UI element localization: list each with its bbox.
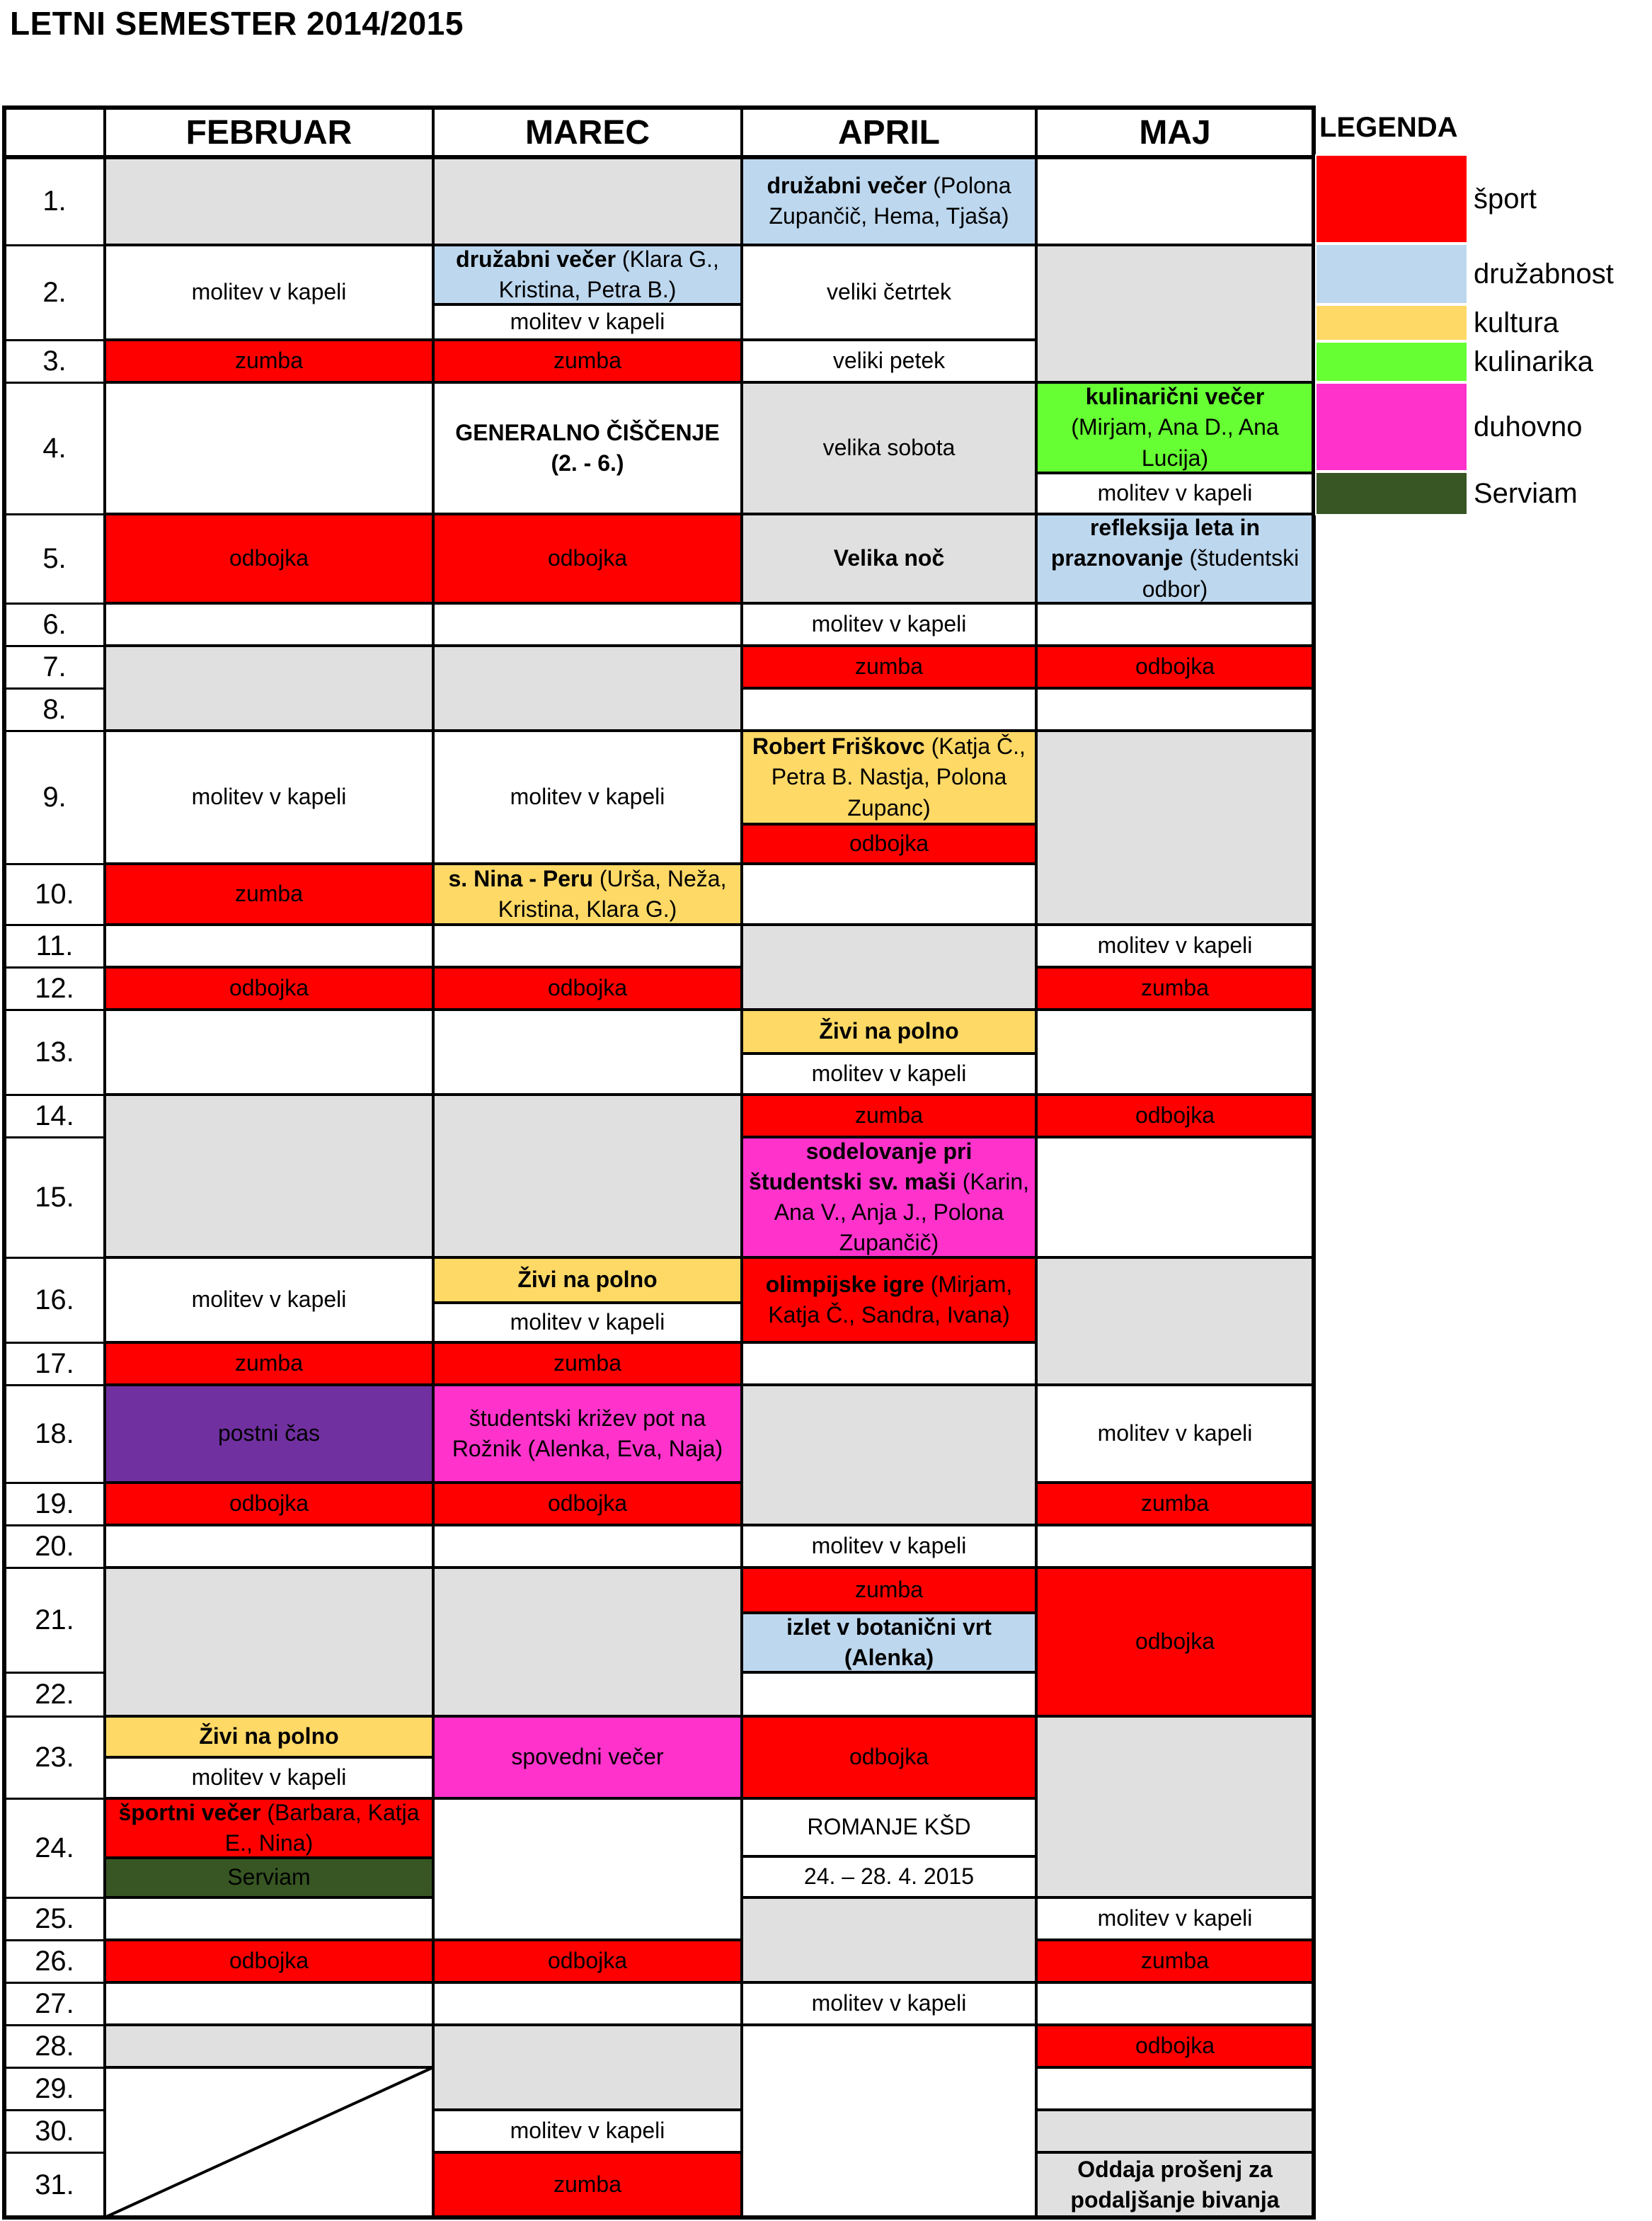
event-detail: molitev v kapeli (811, 1533, 967, 1559)
event-detail: velika sobota (822, 435, 956, 461)
event-detail: odbojka (547, 1948, 628, 1974)
day-label: 6. (4, 603, 105, 646)
event-detail: zumba (553, 2171, 622, 2198)
event-detail: odbojka (1135, 653, 1215, 680)
day-label: 13. (4, 1010, 105, 1095)
day-label: 8. (4, 688, 105, 731)
event-detail: (Karin, Ana V., Anja J., Polona Zupančič) (774, 1168, 1029, 1256)
event-detail: odbojka (849, 1744, 929, 1770)
event-detail: zumba (854, 1102, 924, 1129)
event-detail: molitev v kapeli (811, 611, 967, 637)
event-detail: (študentski odbor) (1142, 545, 1300, 602)
day-label: 22. (4, 1672, 105, 1716)
legend-title: LEGENDA (1319, 112, 1458, 143)
event-detail: (Mirjam, Ana D., Ana Lucija) (1071, 414, 1279, 471)
day-label: 23. (4, 1716, 105, 1798)
event-title: Živi na polno (819, 1018, 959, 1044)
event-title: Oddaja prošenj za podaljšanje bivanja (1070, 2156, 1280, 2213)
event-title: družabni večer (456, 246, 616, 272)
day-label: 5. (4, 514, 105, 603)
event-title: izlet v botanični vrt (Alenka) (786, 1614, 992, 1670)
event-detail: zumba (1140, 975, 1210, 1001)
event-detail: molitev v kapeli (811, 1061, 967, 1087)
event-detail: odbojka (1135, 1102, 1215, 1129)
event-detail: odbojka (1135, 1628, 1215, 1655)
event-title: športni večer (118, 1799, 261, 1825)
month-header-maj: MAJ (1036, 108, 1314, 157)
event-detail: postni čas (217, 1420, 321, 1446)
event-detail: molitev v kapeli (191, 1764, 347, 1791)
event-detail: odbojka (547, 545, 628, 571)
event-detail: ROMANJE KŠD (807, 1814, 971, 1840)
event-detail: (Katja Č., Petra B. Nastja, Polona Zupanc) (771, 733, 1026, 821)
legend-label: kultura (1474, 307, 1559, 338)
event-detail: molitev v kapeli (510, 784, 665, 810)
day-label: 26. (4, 1940, 105, 1982)
event-detail: zumba (1140, 1490, 1210, 1517)
event-detail: molitev v kapeli (1097, 1905, 1253, 1931)
event-title: s. Nina - Peru (448, 865, 593, 891)
day-label: 20. (4, 1525, 105, 1568)
event-detail: odbojka (547, 1490, 628, 1517)
event-detail: molitev v kapeli (811, 1990, 967, 2016)
day-label: 2. (4, 245, 105, 340)
legend-label: družabnost (1474, 258, 1614, 290)
day-label: 29. (4, 2067, 105, 2110)
day-label: 31. (4, 2152, 105, 2217)
event-detail: molitev v kapeli (191, 279, 347, 305)
event-detail: študentski križev pot na Rožnik (Alenka, Eva, Naja) (452, 1405, 723, 1461)
event-detail: zumba (854, 653, 924, 680)
event-detail: molitev v kapeli (191, 784, 347, 810)
day-label: 16. (4, 1257, 105, 1342)
day-label: 30. (4, 2110, 105, 2152)
page-title: LETNI SEMESTER 2014/2015 (10, 5, 464, 42)
day-label: 11. (4, 925, 105, 967)
event-detail: molitev v kapeli (510, 2118, 665, 2144)
day-label: 28. (4, 2025, 105, 2067)
day-label: 17. (4, 1342, 105, 1385)
event-detail: (Urša, Neža, Kristina, Klara G.) (498, 865, 727, 922)
diagonal-strike-line (105, 2067, 433, 2217)
event-title: Živi na polno (199, 1723, 339, 1749)
event-detail: Serviam (227, 1864, 311, 1890)
day-label: 10. (4, 864, 105, 925)
event-title: refleksija leta in praznovanje (1050, 515, 1261, 571)
event-title: olimpijske igre (765, 1271, 924, 1297)
event-detail: molitev v kapeli (1097, 480, 1253, 506)
day-label: 12. (4, 967, 105, 1010)
event-detail: veliki petek (832, 348, 946, 374)
day-label: 4. (4, 382, 105, 514)
event-detail: odbojka (547, 975, 628, 1001)
legend-swatch (1315, 382, 1468, 472)
event-detail: zumba (234, 1350, 304, 1376)
event-title: Velika noč (833, 545, 945, 571)
event-detail: odbojka (229, 1490, 309, 1517)
day-label: 19. (4, 1483, 105, 1525)
day-label: 14. (4, 1095, 105, 1137)
legend-swatch (1315, 472, 1468, 515)
day-label: 1. (4, 157, 105, 245)
day-label: 18. (4, 1385, 105, 1483)
event-title: Živi na polno (517, 1267, 658, 1293)
day-label: 25. (4, 1897, 105, 1940)
event-detail: (Mirjam, Katja Č., Sandra, Ivana) (768, 1271, 1013, 1328)
event-detail: odbojka (229, 545, 309, 571)
legend-label: Serviam (1474, 477, 1578, 509)
day-label: 7. (4, 646, 105, 688)
event-detail: molitev v kapeli (191, 1286, 347, 1313)
day-label: 3. (4, 340, 105, 382)
event-detail: odbojka (849, 830, 929, 857)
event-detail: spovedni večer (511, 1744, 664, 1770)
legend-label: šport (1474, 183, 1537, 215)
event-detail: zumba (234, 881, 304, 907)
legend-swatch (1315, 154, 1468, 244)
legend-label: kulinarika (1474, 346, 1593, 377)
legend-swatch (1315, 244, 1468, 304)
event-detail: molitev v kapeli (510, 309, 665, 335)
event-detail: odbojka (229, 1948, 309, 1974)
event-detail: (Klara G., Kristina, Petra B.) (498, 246, 719, 302)
event-detail: odbojka (1135, 2033, 1215, 2059)
month-header-april: APRIL (742, 108, 1036, 157)
month-header-marec: MAREC (433, 108, 742, 157)
event-detail: molitev v kapeli (1097, 932, 1253, 959)
day-label: 15. (4, 1137, 105, 1257)
event-title: družabni večer (767, 172, 927, 198)
month-header-februar: FEBRUAR (105, 108, 433, 157)
event-title: GENERALNO ČIŠČENJE (2. - 6.) (455, 419, 720, 476)
event-detail: (Polona Zupančič, Hema, Tjaša) (769, 172, 1011, 229)
legend-swatch (1315, 304, 1468, 341)
event-title: kulinarični večer (1085, 384, 1265, 410)
event-detail: zumba (234, 348, 304, 374)
event-detail: molitev v kapeli (1097, 1420, 1253, 1446)
day-label: 21. (4, 1568, 105, 1672)
event-detail: zumba (1140, 1948, 1210, 1974)
event-detail: odbojka (229, 975, 309, 1001)
day-label: 27. (4, 1982, 105, 2025)
event-detail: molitev v kapeli (510, 1309, 665, 1335)
day-label: 9. (4, 731, 105, 864)
event-detail: zumba (553, 348, 622, 374)
event-detail: veliki četrtek (826, 279, 952, 305)
event-detail: (Barbara, Katja E., Nina) (224, 1799, 420, 1856)
legend-label: duhovno (1474, 411, 1583, 443)
event-title: Robert Friškovc (752, 733, 925, 760)
event-title: sodelovanje pri študentski sv. maši (749, 1138, 973, 1194)
event-detail: zumba (854, 1577, 924, 1603)
legend-swatch (1315, 341, 1468, 382)
day-label: 24. (4, 1798, 105, 1897)
event-detail: zumba (553, 1350, 622, 1376)
event-detail: 24. – 28. 4. 2015 (803, 1863, 975, 1890)
